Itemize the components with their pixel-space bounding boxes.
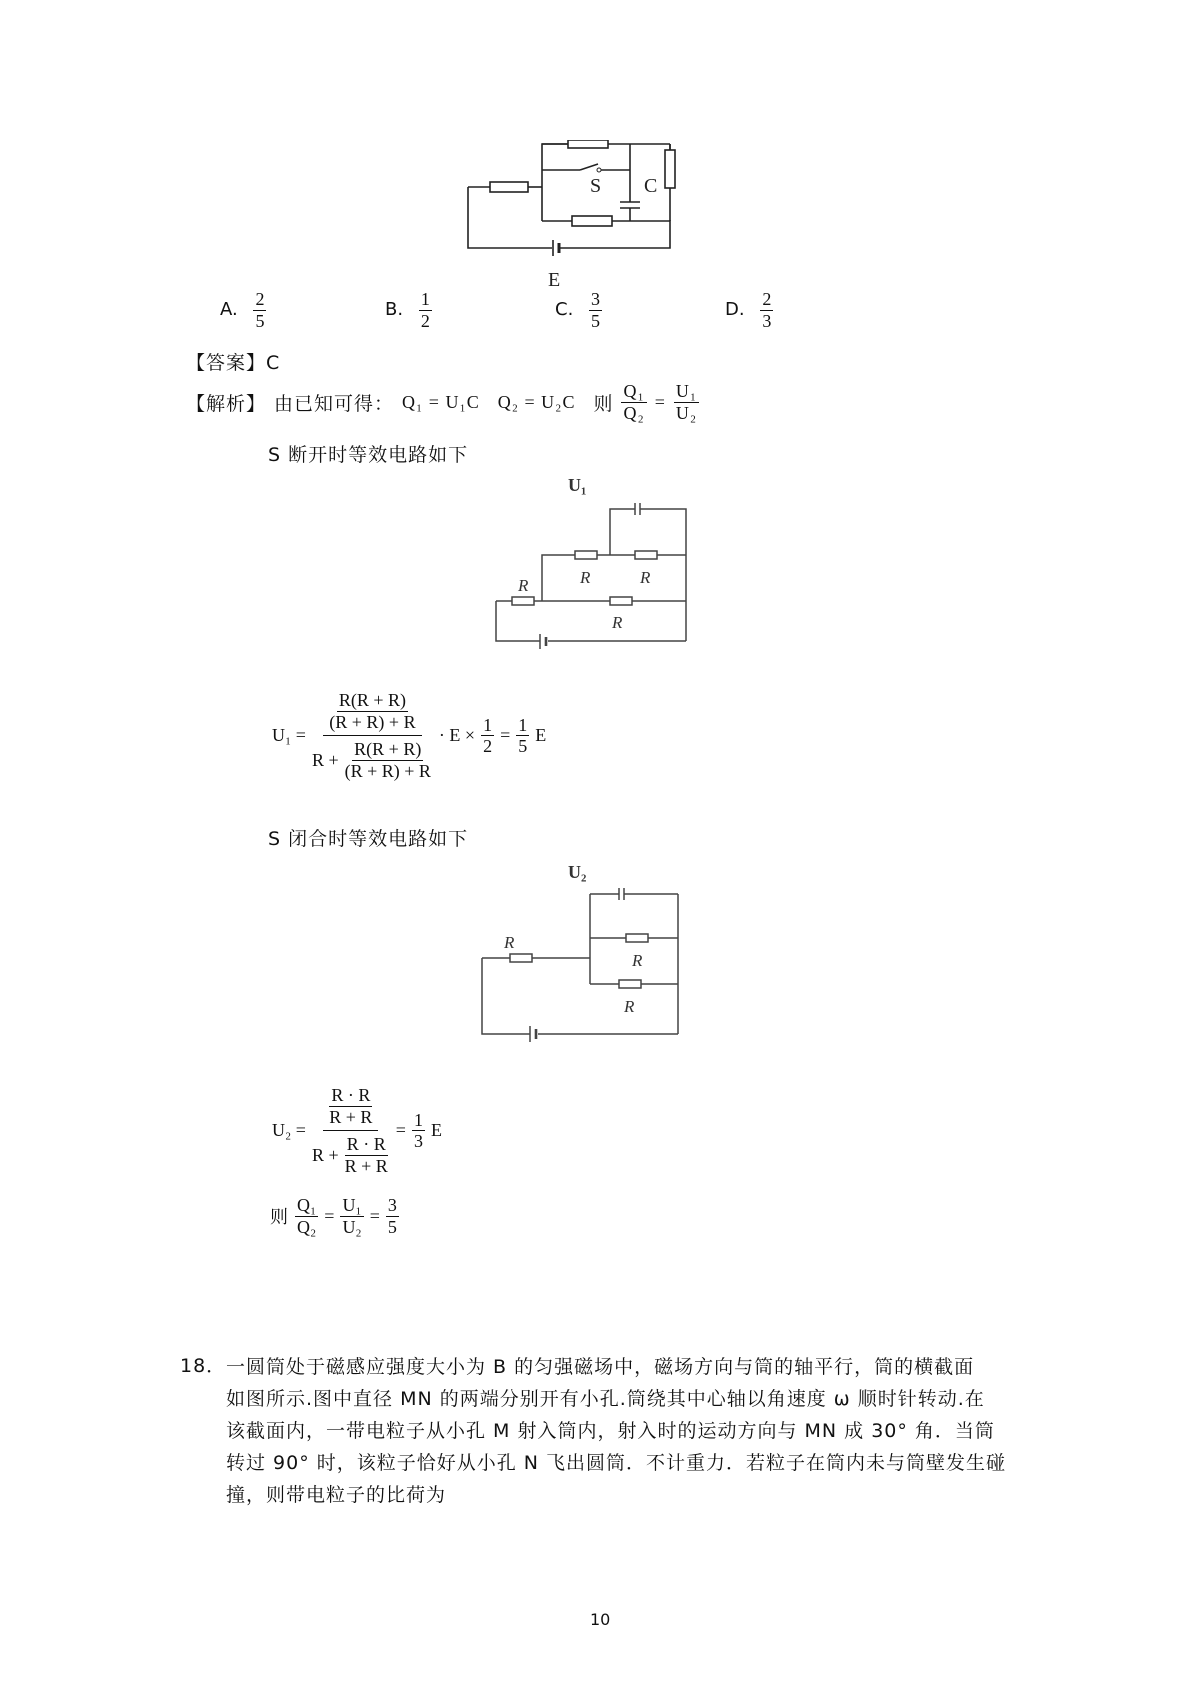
equation-q2: Q₂ = U₂C bbox=[497, 391, 576, 412]
r-label: R bbox=[624, 997, 635, 1016]
main-circuit-diagram bbox=[460, 140, 720, 290]
question-line: 如图所示.图中直径 MN 的两端分别开有小孔.筒绕其中心轴以角速度 ω 顺时针转动.在 bbox=[226, 1388, 985, 1410]
formula-u1: U₁ = $\frac{R(R + R)}{(R + R) + R}$ R + $\frac{R(R + R)}{(R + R) + R}$ · E × $\frac{1}{2}$ = $\frac{1}{5}$ E bbox=[272, 690, 547, 782]
option-a[interactable]: A. $\frac{2}{5}$ bbox=[220, 289, 265, 331]
analysis-intro: 由已知可得： bbox=[274, 392, 395, 415]
answer-value: C bbox=[266, 352, 281, 374]
r-label: R bbox=[640, 568, 651, 587]
equation-q1: Q₁ = U₁C bbox=[402, 391, 480, 412]
battery-label: E bbox=[548, 269, 561, 290]
capacitor-label: C bbox=[644, 175, 658, 197]
option-c[interactable]: C. $\frac{3}{5}$ bbox=[555, 289, 601, 331]
formula-u2: U₂ = $\frac{R \cdot R}{R + R}$ R + $\frac{R \cdot R}{R + R}$ = $\frac{1}{3}$ E bbox=[272, 1085, 442, 1177]
analysis-line: 【解析】 由已知可得： Q₁ = U₁C Q₂ = U₂C 则 $\frac{\text{Q₁}}{\text{Q₂}}$ = $\frac{\text{U₁}}{\text{U₂}}$ bbox=[186, 381, 698, 423]
r-label: R bbox=[632, 951, 643, 970]
question-line: 该截面内，一带电粒子从小孔 M 射入筒内，射入时的运动方向与 MN 成 30° 角．当筒 bbox=[226, 1420, 995, 1442]
answer-label: 【答案】 bbox=[186, 352, 267, 374]
answer-line bbox=[186, 348, 280, 375]
option-letter: A. bbox=[220, 299, 238, 321]
r-label: R bbox=[580, 568, 591, 587]
analysis-label: 【解析】 bbox=[186, 392, 267, 415]
ratio-q: $\frac{\text{Q₁}}{\text{Q₂}}$ bbox=[623, 381, 645, 423]
r-label: R bbox=[612, 613, 623, 632]
analysis-then: 则 bbox=[593, 392, 614, 415]
question-body bbox=[226, 1351, 1056, 1511]
s-open-text: S 断开时等效电路如下 bbox=[268, 444, 469, 466]
option-letter: B. bbox=[385, 299, 404, 321]
r-label: R bbox=[504, 933, 515, 952]
final-ratio: 则 $\frac{\text{Q₁}}{\text{Q₂}}$ = $\frac{\text{U₁}}{\text{U₂}}$ = $\frac{3}{5}$ bbox=[270, 1195, 397, 1237]
question-number: 18． bbox=[180, 1355, 227, 1377]
question-line: 撞，则带电粒子的比荷为 bbox=[226, 1484, 447, 1506]
switch-label: S bbox=[590, 175, 602, 197]
circuit-u1-diagram bbox=[480, 473, 700, 673]
option-b[interactable]: B. $\frac{1}{2}$ bbox=[385, 289, 430, 331]
option-d[interactable]: D. $\frac{2}{3}$ bbox=[725, 289, 772, 331]
option-letter: D. bbox=[725, 299, 745, 321]
question-line: 转过 90° 时，该粒子恰好从小孔 N 飞出圆筒．不计重力．若粒子在筒内未与筒壁发生碰 bbox=[226, 1452, 1007, 1474]
question-line: 一圆筒处于磁感应强度大小为 B 的匀强磁场中，磁场方向与筒的轴平行，筒的横截面 bbox=[226, 1356, 975, 1378]
circuit-u2-title: U₂ bbox=[568, 862, 587, 882]
page-number: 10 bbox=[590, 1610, 611, 1629]
ratio-u: $\frac{\text{U₁}}{\text{U₂}}$ bbox=[675, 381, 698, 423]
r-label: R bbox=[518, 576, 529, 595]
circuit-u1-title: U₁ bbox=[568, 475, 587, 495]
s-closed-text: S 闭合时等效电路如下 bbox=[268, 828, 469, 850]
circuit-u2-diagram bbox=[474, 858, 694, 1048]
option-letter: C. bbox=[555, 299, 574, 321]
